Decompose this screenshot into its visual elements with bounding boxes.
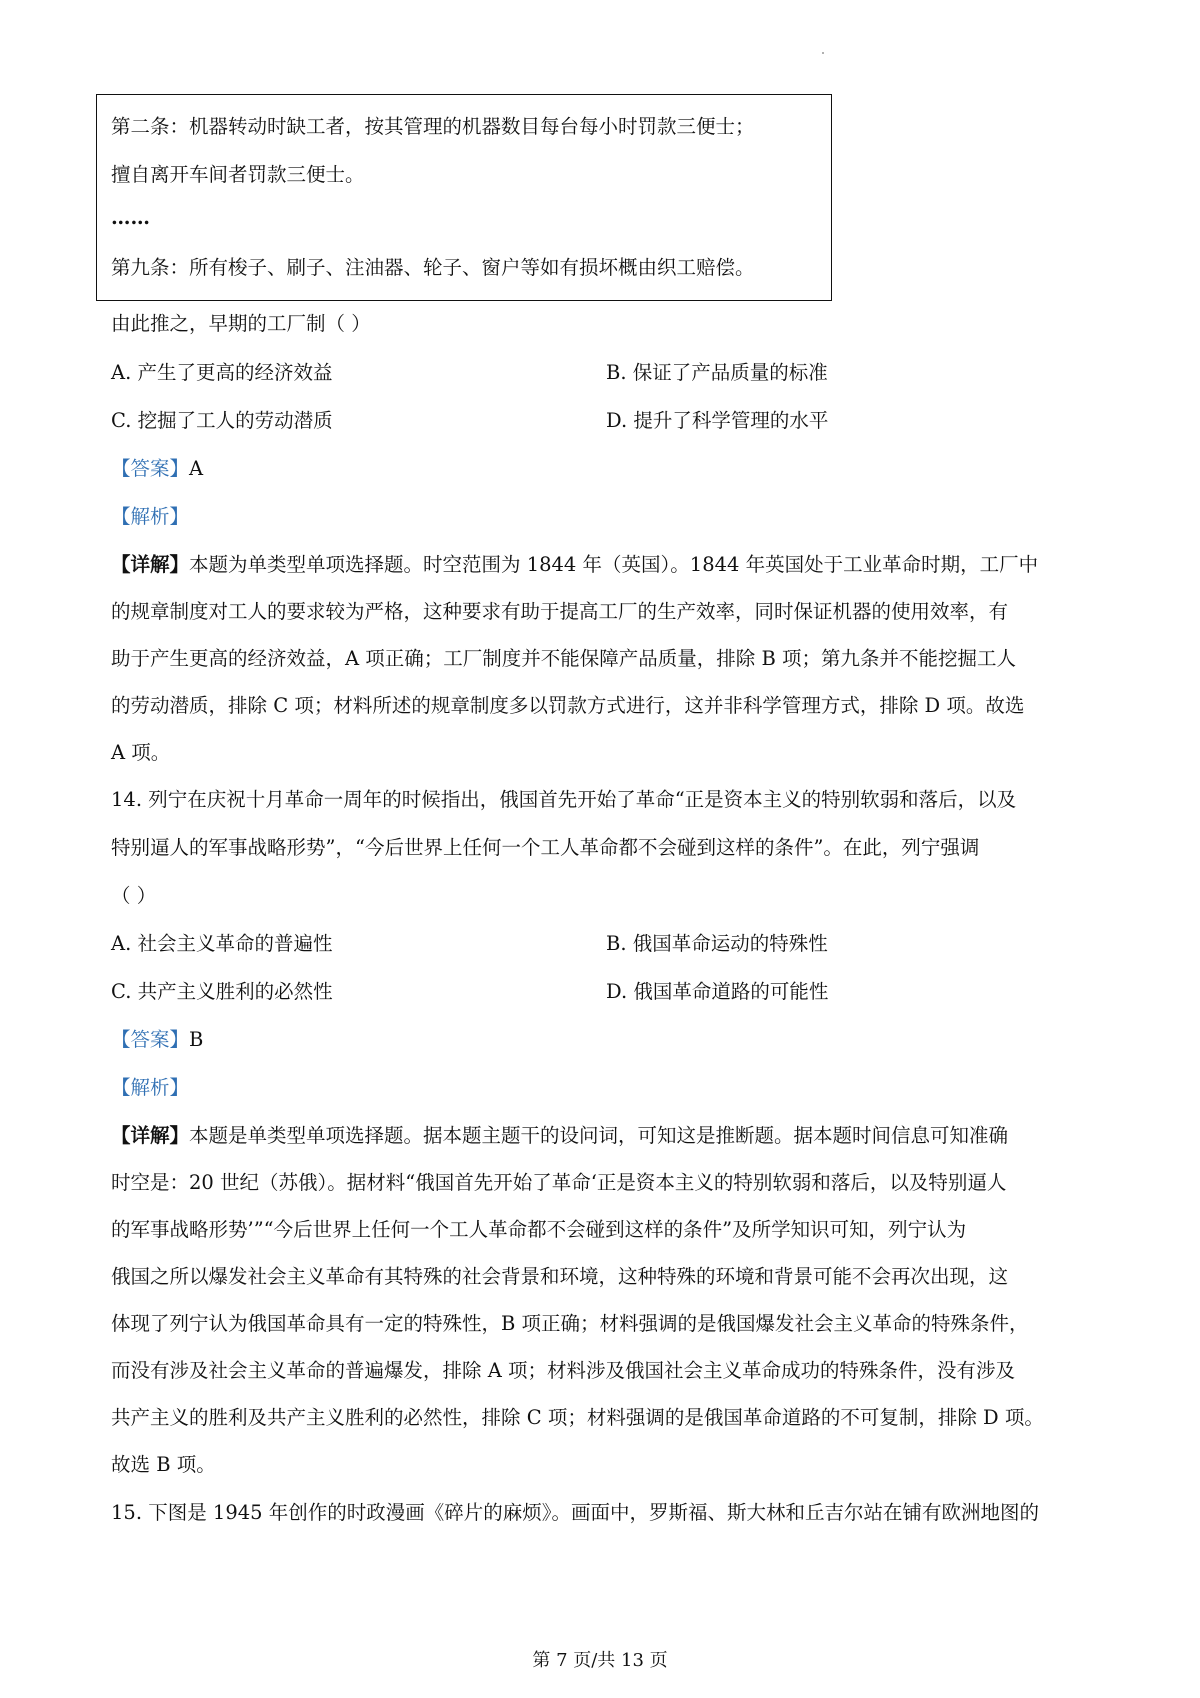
q13-option-c: C. 挖掘了工人的劳动潜质 [111, 409, 333, 432]
answer-tag: 【答案】 [111, 1028, 190, 1051]
answer-tag: 【答案】 [111, 457, 190, 480]
q14-stem-line-1: 14. 列宁在庆祝十月革命一周年的时候指出，俄国首先开始了革命“正是资本主义的特别软弱和落后，以及 [111, 788, 1017, 811]
q14-stem-line-3: （ ） [111, 884, 157, 907]
q13-analysis-tag: 【解析】 [111, 505, 190, 528]
q13-option-d: D. 提升了科学管理的水平 [606, 409, 829, 432]
answer-value: B [189, 1028, 204, 1051]
q13-detail-line-2: 的规章制度对工人的要求较为严格，这种要求有助于提高工厂的生产效率，同时保证机器的使用效率，有 [111, 600, 1009, 623]
detail-tag: 【详解】 [111, 1124, 190, 1147]
q14-detail-line-1 [111, 1123, 1008, 1149]
q15-stem-line-1: 15. 下图是 1945 年创作的时政漫画《碎片的麻烦》。画面中，罗斯福、斯大林和丘吉尔站在铺有欧洲地图的 [111, 1501, 1039, 1524]
q13-detail-line-4: 的劳动潜质，排除 C 项；材料所述的规章制度多以罚款方式进行，这并非科学管理方式，排除 D 项。故选 [111, 694, 1025, 717]
box-ellipsis: …… [111, 206, 150, 229]
q14-detail-line-4: 俄国之所以爆发社会主义革命有其特殊的社会背景和环境，这种特殊的环境和背景可能不会再次出现，这 [111, 1265, 1009, 1288]
q14-detail-line-8: 故选 B 项。 [111, 1453, 216, 1476]
box-rule-2-line-1: 第二条：机器转动时缺工者，按其管理的机器数目每台每小时罚款三便士； [111, 115, 755, 138]
q14-option-a: A. 社会主义革命的普遍性 [111, 932, 333, 955]
q14-detail-line-6: 而没有涉及社会主义革命的普遍爆发，排除 A 项；材料涉及俄国社会主义革命成功的特殊条件，没有涉及 [111, 1359, 1015, 1382]
q13-option-a: A. 产生了更高的经济效益 [111, 361, 333, 384]
q13-detail-line-3: 助于产生更高的经济效益，A 项正确；工厂制度并不能保障产品质量，排除 B 项；第九条并不能挖掘工人 [111, 647, 1017, 670]
box-rule-9: 第九条：所有梭子、刷子、注油器、轮子、窗户等如有损坏概由织工赔偿。 [111, 256, 755, 279]
q14-option-c: C. 共产主义胜利的必然性 [111, 980, 333, 1003]
q13-detail-line-5: A 项。 [111, 741, 171, 764]
q14-detail-line-2: 时空是：20 世纪（苏俄）。据材料“俄国首先开始了革命‘正是资本主义的特别软弱和落后，以及特别逼人 [111, 1171, 1007, 1194]
page-number: 第 7 页/共 13 页 [532, 1650, 668, 1671]
q13-option-b: B. 保证了产品质量的标准 [606, 361, 828, 384]
q13-detail-line-1 [111, 552, 1038, 578]
scan-dot [822, 52, 824, 54]
q14-option-b: B. 俄国革命运动的特殊性 [606, 932, 828, 955]
q14-answer-row [111, 1027, 203, 1053]
q13-answer-row [111, 456, 203, 482]
q14-detail-line-7: 共产主义的胜利及共产主义胜利的必然性，排除 C 项；材料强调的是俄国革命道路的不可复制，排除 D 项。 [111, 1406, 1044, 1429]
q13-stem: 由此推之，早期的工厂制（ ） [111, 312, 371, 335]
q14-stem-line-2: 特别逼人的军事战略形势”，“今后世界上任何一个工人革命都不会碰到这样的条件”。在此，列宁强调 [111, 836, 980, 859]
q14-detail-line-5: 体现了列宁认为俄国革命具有一定的特殊性，B 项正确；材料强调的是俄国爆发社会主义革命的特殊条件， [111, 1312, 1029, 1335]
detail-text: 本题为单类型单项选择题。时空范围为 1844 年（英国）。1844 年英国处于工业革命时期，工厂中 [189, 553, 1039, 576]
q14-analysis-tag: 【解析】 [111, 1076, 190, 1099]
detail-text: 本题是单类型单项选择题。据本题主题干的设问词，可知这是推断题。据本题时间信息可知准确 [189, 1124, 1009, 1147]
q14-detail-line-3: 的军事战略形势’”“今后世界上任何一个工人革命都不会碰到这样的条件”及所学知识可知，列宁认为 [111, 1218, 967, 1241]
answer-value: A [189, 457, 204, 480]
q14-option-d: D. 俄国革命道路的可能性 [606, 980, 829, 1003]
box-rule-2-line-2: 擅自离开车间者罚款三便士。 [111, 163, 365, 186]
detail-tag: 【详解】 [111, 553, 190, 576]
